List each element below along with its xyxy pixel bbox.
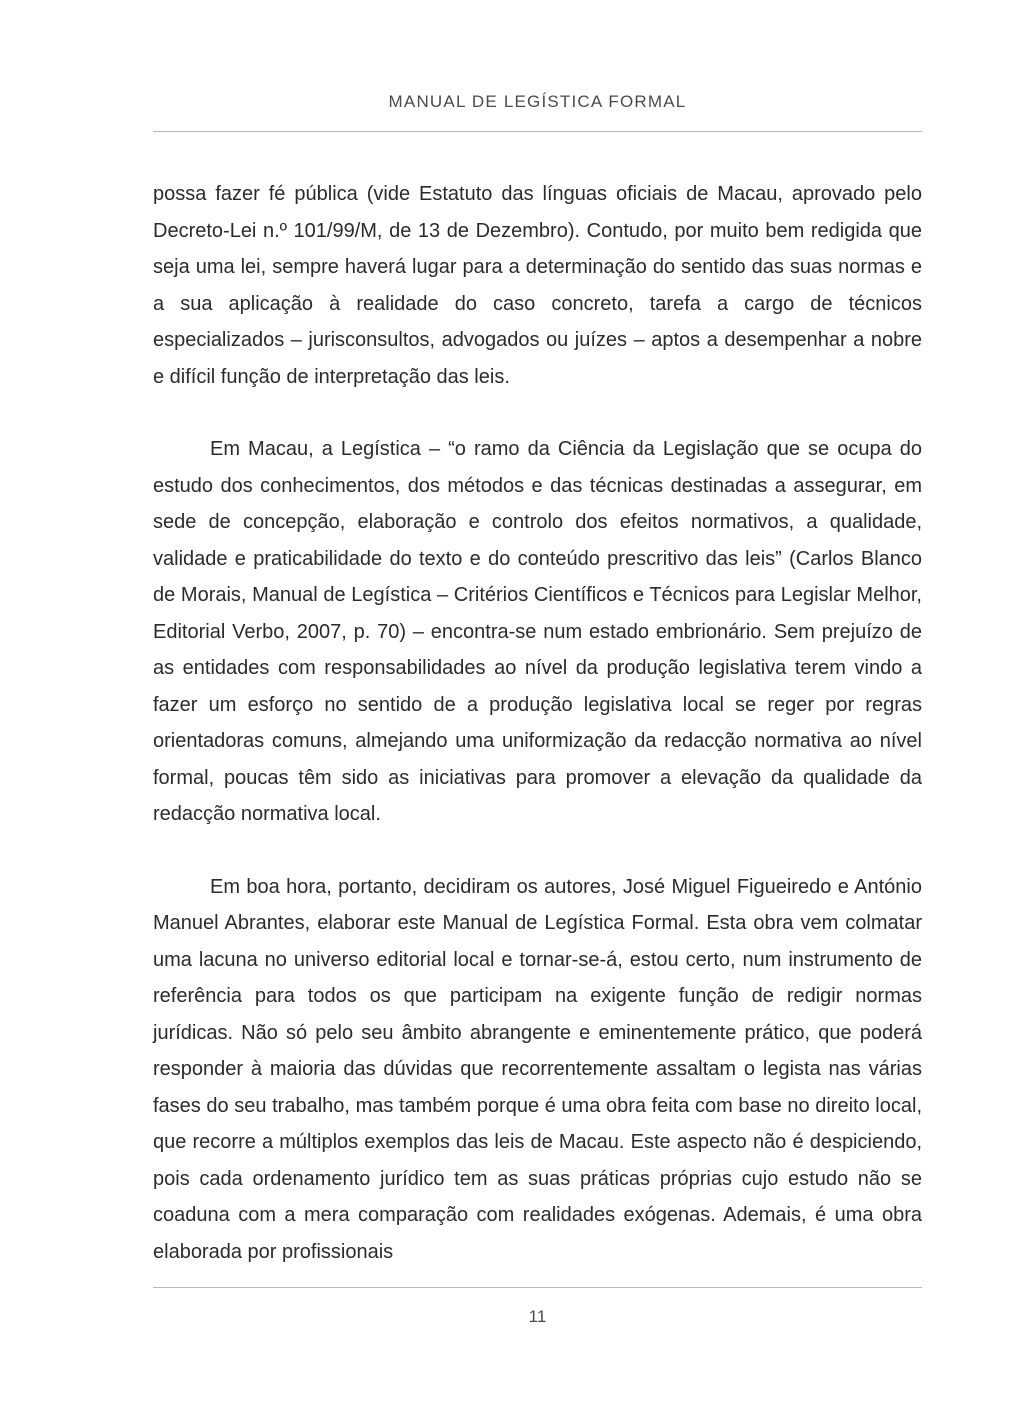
- footer-divider: [153, 1287, 922, 1288]
- running-header-title: MANUAL DE LEGÍSTICA FORMAL: [388, 92, 687, 111]
- header-divider: [153, 131, 922, 132]
- paragraph-1: possa fazer fé pública (vide Estatuto das línguas oficiais de Macau, aprovado pelo Decreto-Lei n.º 101/99/M, de 13 de Dezembro). Contudo, por muito bem redigida que seja uma lei, sempre haverá lugar para a determinação do sentido das suas normas e a sua aplicação à realidade do caso concreto, tarefa a cargo de técnicos especializados – jurisconsultos, advogados ou juízes – aptos a desempenhar a nobre e difícil função de interpretação das leis.: [153, 183, 922, 388]
- page-body: [153, 176, 922, 1270]
- paragraph-2: Em Macau, a Legística – “o ramo da Ciência da Legislação que se ocupa do estudo dos conhecimentos, dos métodos e das técnicas destinadas a assegurar, em sede de concepção, elaboração e controlo dos efeitos normativos, a qualidade, validade e praticabilidade do texto e do conteúdo prescritivo das leis” (Carlos Blanco de Morais, Manual de Legística – Critérios Científicos e Técnicos para Legislar Melhor, Editorial Verbo, 2007, p. 70) – encontra-se num estado embrionário. Sem prejuízo de as entidades com responsabilidades ao nível da produção legislativa terem vindo a fazer um esforço no sentido de a produção legislativa local se reger por regras orientadoras comuns, almejando uma uniformização da redacção normativa ao nível formal, poucas têm sido as iniciativas para promover a elevação da qualidade da redacção normativa local.: [153, 438, 922, 825]
- page-number: 11: [528, 1307, 547, 1326]
- paragraph-3: Em boa hora, portanto, decidiram os autores, José Miguel Figueiredo e António Manuel Abrantes, elaborar este Manual de Legística Formal. Esta obra vem colmatar uma lacuna no universo editorial local e tornar-se-á, estou certo, num instrumento de referência para todos os que participam na exigente função de redigir normas jurídicas. Não só pelo seu âmbito abrangente e eminentemente prático, que poderá responder à maioria das dúvidas que recorrentemente assaltam o legista nas várias fases do seu trabalho, mas também porque é uma obra feita com base no direito local, que recorre a múltiplos exemplos das leis de Macau. Este aspecto não é despiciendo, pois cada ordenamento jurídico tem as suas práticas próprias cujo estudo não se coaduna com a mera comparação com realidades exógenas. Ademais, é uma obra elaborada por profissionais: [153, 875, 922, 1263]
